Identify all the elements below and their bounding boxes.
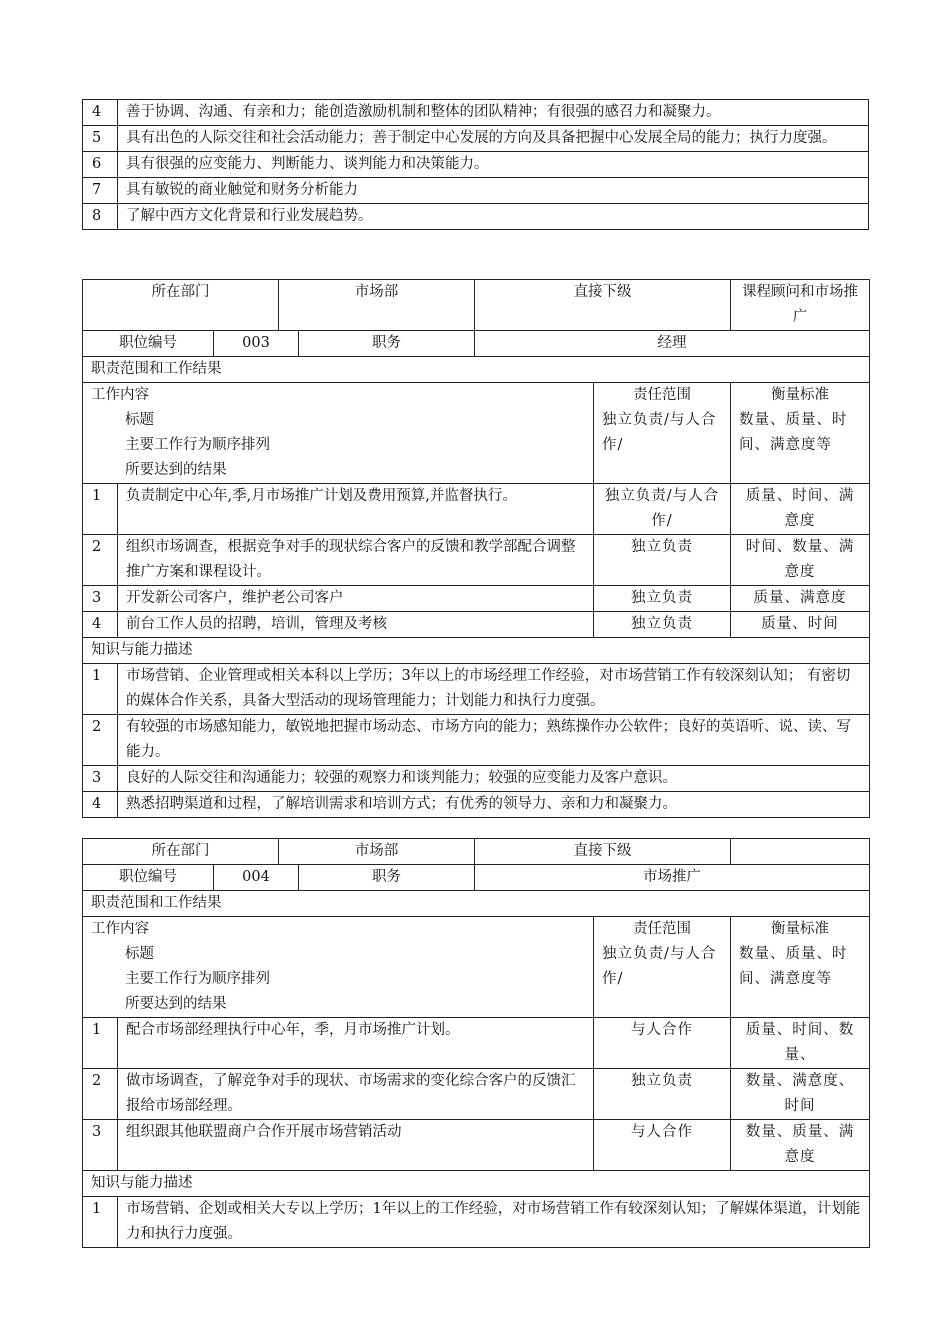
duty-measure: 质量、时间、数量、: [731, 1018, 870, 1069]
ability-text: 市场营销、企划或相关大专以上学历；1年以上的工作经验，对市场营销工作有较深刻认知；了解媒体渠道，计划能力和执行力度强。: [118, 1197, 870, 1248]
duty-number: 3: [83, 1120, 118, 1171]
result-label: 所要达到的结果: [125, 996, 227, 1012]
row-text: 了解中西方文化背景和行业发展趋势。: [118, 204, 869, 230]
scope-options: 独立负责/与人合作/: [602, 946, 717, 987]
dept-value: 市场部: [279, 280, 475, 331]
table-row: [83, 839, 870, 865]
ability-number: 1: [83, 1197, 118, 1248]
table-row: [83, 1197, 870, 1248]
duty-scope: 与人合作: [594, 1120, 731, 1171]
table-row: [83, 484, 870, 535]
table-row: [83, 178, 869, 204]
duty-text: 做市场调查，了解竞争对手的现状、市场需求的变化综合客户的反馈汇报给市场部经理。: [118, 1069, 594, 1120]
measure-header: [731, 383, 870, 484]
duty-scope: 独立负责: [594, 535, 731, 586]
table-row: [83, 612, 870, 638]
subordinate-value: 课程顾问和市场推广: [731, 280, 870, 331]
table-row: [83, 715, 870, 766]
scope-options: 独立负责/与人合作/: [602, 412, 717, 453]
table-row: [83, 638, 870, 664]
duty-number: 1: [83, 1018, 118, 1069]
ability-section-title: 知识与能力描述: [83, 1171, 870, 1197]
duty-measure: 质量、时间: [731, 612, 870, 638]
duty-text: 组织市场调查，根据竞争对手的现状综合客户的反馈和教学部配合调整推广方案和课程设计。: [118, 535, 594, 586]
table-row: [83, 766, 870, 792]
duty-text: 开发新公司客户，维护老公司客户: [118, 586, 594, 612]
table-row: [83, 535, 870, 586]
table-row: [83, 586, 870, 612]
row-text: 具有敏锐的商业触觉和财务分析能力: [118, 178, 869, 204]
ability-section-title: 知识与能力描述: [83, 638, 870, 664]
row-text: 具有很强的应变能力、判断能力、谈判能力和决策能力。: [118, 152, 869, 178]
row-number: 6: [83, 152, 118, 178]
ability-number: 3: [83, 766, 118, 792]
subordinate-label: 直接下级: [475, 839, 731, 865]
duty-text: 配合市场部经理执行中心年，季，月市场推广计划。: [118, 1018, 594, 1069]
duty-scope: 与人合作: [594, 1018, 731, 1069]
duty-number: 1: [83, 484, 118, 535]
job-title-value: 市场推广: [475, 865, 870, 891]
row-number: 5: [83, 126, 118, 152]
duty-number: 2: [83, 535, 118, 586]
table-row: [83, 792, 870, 818]
table-row: [83, 331, 870, 357]
duty-text: 负责制定中心年,季,月市场推广计划及费用预算,并监督执行。: [118, 484, 594, 535]
measure-header-label: 衡量标准: [771, 387, 829, 403]
measure-header: [731, 917, 870, 1018]
duty-measure: 质量、满意度: [731, 586, 870, 612]
result-label: 所要达到的结果: [125, 462, 227, 478]
ability-text: 市场营销、企业管理或相关本科以上学历；3年以上的市场经理工作经验，对市场营销工作有较深刻认知； 有密切的媒体合作关系，具备大型活动的现场管理能力；计划能力和执行力度强。: [118, 664, 870, 715]
table-row: [83, 204, 869, 230]
heading-label: 标题: [125, 946, 154, 962]
responsibility-section-title: 职责范围和工作结果: [83, 891, 870, 917]
duty-scope: 独立负责: [594, 612, 731, 638]
top-qualification-table: [82, 99, 869, 230]
measure-options: 数量、质量、时间、满意度等: [739, 946, 848, 987]
table-row: [83, 865, 870, 891]
table-row: [83, 126, 869, 152]
work-content-label: 工作内容: [91, 387, 149, 403]
position-code-label: 职位编号: [83, 331, 214, 357]
duty-scope: 独立负责/与人合作/: [594, 484, 731, 535]
ability-number: 2: [83, 715, 118, 766]
duty-scope: 独立负责: [594, 586, 731, 612]
table-row: [83, 152, 869, 178]
table-row: [83, 891, 870, 917]
work-content-header: [83, 917, 594, 1018]
duty-measure: 数量、质量、满意度: [731, 1120, 870, 1171]
work-content-label: 工作内容: [91, 921, 149, 937]
duty-scope: 独立负责: [594, 1069, 731, 1120]
row-number: 7: [83, 178, 118, 204]
subordinate-label: 直接下级: [475, 280, 731, 331]
table-row: [83, 383, 870, 484]
table-row: [83, 1171, 870, 1197]
heading-label: 标题: [125, 412, 154, 428]
duty-number: 3: [83, 586, 118, 612]
ability-text: 有较强的市场感知能力，敏锐地把握市场动态、市场方向的能力；熟练操作办公软件；良好的英语听、说、读、写能力。: [118, 715, 870, 766]
job-title-label: 职务: [299, 331, 475, 357]
main-behavior-label: 主要工作行为顺序排列: [125, 971, 270, 987]
position-code-label: 职位编号: [83, 865, 214, 891]
job-title-value: 经理: [475, 331, 870, 357]
table-row: [83, 1069, 870, 1120]
row-text: 善于协调、沟通、有亲和力；能创造激励机制和整体的团队精神；有很强的感召力和凝聚力。: [118, 100, 869, 126]
job-description-table-2: [82, 838, 870, 1248]
job-title-label: 职务: [299, 865, 475, 891]
ability-text: 熟悉招聘渠道和过程，了解培训需求和培训方式；有优秀的领导力、亲和力和凝聚力。: [118, 792, 870, 818]
dept-value: 市场部: [279, 839, 475, 865]
duty-text: 前台工作人员的招聘，培训，管理及考核: [118, 612, 594, 638]
scope-header: [594, 383, 731, 484]
table-row: [83, 280, 870, 331]
duty-measure: 时间、数量、满意度: [731, 535, 870, 586]
duty-text: 组织跟其他联盟商户合作开展市场营销活动: [118, 1120, 594, 1171]
measure-options: 数量、质量、时间、满意度等: [739, 412, 848, 453]
work-content-header: [83, 383, 594, 484]
ability-text: 良好的人际交往和沟通能力；较强的观察力和谈判能力；较强的应变能力及客户意识。: [118, 766, 870, 792]
table-row: [83, 1018, 870, 1069]
duty-measure: 质量、时间、满意度: [731, 484, 870, 535]
scope-header-label: 责任范围: [633, 387, 691, 403]
duty-measure: 数量、满意度、时间: [731, 1069, 870, 1120]
job-description-table-1: [82, 279, 870, 818]
table-row: [83, 100, 869, 126]
row-number: 8: [83, 204, 118, 230]
dept-label: 所在部门: [83, 280, 279, 331]
ability-number: 1: [83, 664, 118, 715]
measure-header-label: 衡量标准: [771, 921, 829, 937]
responsibility-section-title: 职责范围和工作结果: [83, 357, 870, 383]
duty-number: 4: [83, 612, 118, 638]
subordinate-value: [731, 839, 870, 865]
scope-header-label: 责任范围: [633, 921, 691, 937]
row-text: 具有出色的人际交往和社会活动能力；善于制定中心发展的方向及具备把握中心发展全局的能力；执行力度强。: [118, 126, 869, 152]
row-number: 4: [83, 100, 118, 126]
table-row: [83, 1120, 870, 1171]
position-code-value: 003: [214, 331, 299, 357]
duty-number: 2: [83, 1069, 118, 1120]
main-behavior-label: 主要工作行为顺序排列: [125, 437, 270, 453]
position-code-value: 004: [214, 865, 299, 891]
dept-label: 所在部门: [83, 839, 279, 865]
ability-number: 4: [83, 792, 118, 818]
table-row: [83, 917, 870, 1018]
table-row: [83, 357, 870, 383]
scope-header: [594, 917, 731, 1018]
table-row: [83, 664, 870, 715]
